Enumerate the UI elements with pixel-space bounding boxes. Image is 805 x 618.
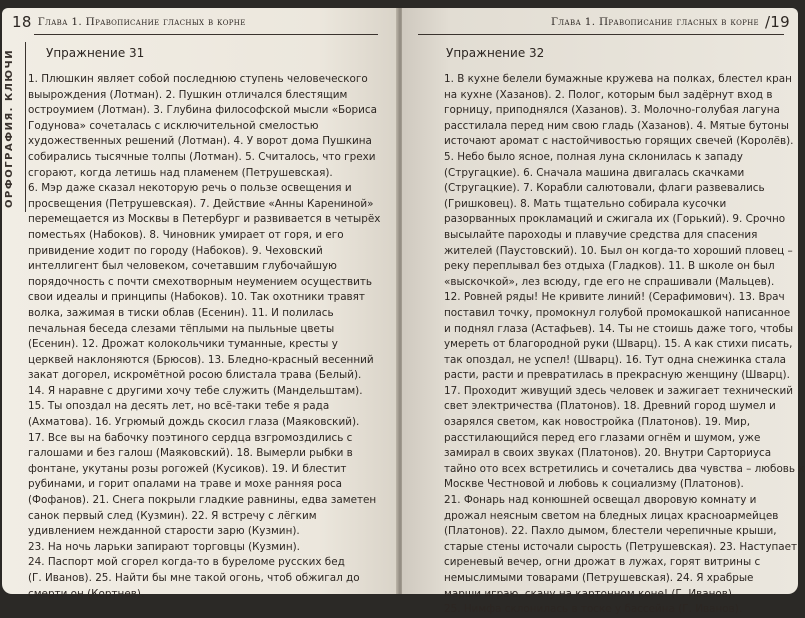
text-line: 17. Проходит живущий здесь человек и зажигает технический <box>444 384 794 397</box>
text-line: дрожал неясным светом на бледных лицах красноармейцев <box>444 509 779 522</box>
text-line: 21. Фонарь над конюшней освещал дворовую комнату и <box>444 494 757 507</box>
left-page-number: 18 <box>12 13 32 31</box>
text-line: 6. Мэр даже сказал некоторую речь о пользе освещения и <box>28 182 352 195</box>
text-line: расстилающийся перед его глазами огнём и шумом, уже <box>444 431 761 444</box>
text-line: 14. Я наравне с другими хочу тебе служить (Мандельштам). <box>28 384 363 397</box>
left-chapter-title: Глава 1. Правописание гласных в корне <box>37 16 246 28</box>
left-header-rule <box>34 34 378 35</box>
text-line: интеллигент был человеком, сочетавшим глубочайшую <box>28 260 337 273</box>
text-line: фонтане, укутаны розы рогожей (Кусиков). 19. И блестит <box>28 462 347 475</box>
exercise-31-text <box>28 72 381 602</box>
text-line: (Ахматова). 16. Угрюмый дождь скосил глаза (Маяковский). <box>28 416 360 429</box>
text-line: волка, зажимая в тиски облав (Есенин). 11. И полилась <box>28 306 334 319</box>
text-line: сиреневый вечер, огни дрожат в лужах, горят витрины с <box>444 556 761 569</box>
exercise-31-title: Упражнение 31 <box>46 46 145 60</box>
text-line: 1. В кухне белели бумажные кружева на полках, блестел кран <box>444 73 792 85</box>
text-line: 25. Нимфа склонилась в тоске у бассейна (Г. Иванов). <box>444 603 743 616</box>
text-line: марши играю, скачу на картонном коне! (Г. Иванов). <box>444 587 736 600</box>
text-line: разорванных прокламаций и сжигала их (Горький). 9. Срочно <box>444 213 786 226</box>
text-line: «выскочкой», лез всюду, где его не спрашивали (Мальцев). <box>444 275 775 288</box>
text-line: и поднял глаза (Астафьев). 14. Ты не стоишь даже того, чтобы <box>444 322 794 335</box>
text-line: (Платонов). 22. Пахло дымом, блестели черепичные крыши, <box>444 525 777 538</box>
text-line: 24. Паспорт мой сгорел когда-то в буреломе русских бед <box>28 556 345 569</box>
text-line: удивлением нежданной старости зарю (Кузмин). <box>28 525 300 538</box>
text-line: Годунова» сочеталась с исключительной смелостью <box>28 119 319 132</box>
left-page <box>2 8 398 600</box>
text-line: озарялся светом, как новостройка (Платонов). 19. Мир, <box>444 416 751 429</box>
text-line: (Фофанов). 21. Снега покрыли гладкие равнины, едва заметен <box>28 494 377 507</box>
text-line: сгорают, когда летишь над пламенем (Петрушевская). <box>28 166 333 179</box>
text-line: церквей наклоняются (Брюсов). 13. Бледно-красный весенний <box>28 353 374 366</box>
text-line: поставил точку, промокнул голубой промокашкой написанное <box>444 306 791 319</box>
text-line: Москве Честновой и любовь к социализму (Платонов). <box>444 478 744 491</box>
text-line: (Есенин). 12. Дрожат колокольчики туманные, кресты у <box>28 338 338 351</box>
text-line: горницу, приподнялся (Хазанов). 3. Молочно-голубая лагуна <box>444 104 780 117</box>
text-line: немыслимыми товарами (Петрушевская). 24. Я храбрые <box>444 572 754 584</box>
text-line: остроумием (Лотман). 3. Глубина философской мысли «Бориса <box>28 104 377 117</box>
text-line: 17. Все вы на бабочку поэтиного сердца взгромоздились с <box>28 431 353 444</box>
text-line: замирал в своих звуках (Платонов). 20. Внутри Сарториуса <box>444 447 772 460</box>
right-page-header <box>551 12 790 32</box>
text-line: высылайте пароходы и плавучие средства для спасения <box>444 228 758 241</box>
exercise-32-text <box>444 72 805 618</box>
text-line: рубинами, и горит опалами на траве и мохе ранняя роса <box>28 478 343 491</box>
text-line: на кухне (Хазанов). 2. Полог, которым был задёрнут вход в <box>444 88 773 101</box>
right-chapter-title: Глава 1. Правописание гласных в корне <box>551 16 759 28</box>
text-line: печальная беседа слезами тёплыми на пыльные цветы <box>28 322 335 335</box>
text-line: 12. Ровней ряды! Не кривите линий! (Серафимович). 13. Врач <box>444 291 785 304</box>
text-line: просвещения (Петрушевская). 7. Действие «Анны Карениной» <box>28 197 374 210</box>
text-line: расти, расти и превратилась в прекрасную женщину (Шварц). <box>444 369 790 382</box>
text-line: 1. Плюшкин являет собой последнюю ступень человеческого <box>28 73 368 85</box>
text-line: источают аромат с настойчивостью горящих свечей (Королёв). <box>444 135 794 148</box>
text-line: выырождения (Лотман). 2. Пушкин отличался блестящим <box>28 88 348 101</box>
text-line: тайно ото всех встретились и сочетались два чувства – любовь к <box>444 462 805 475</box>
text-line: галошами и без галош (Маяковский). 18. Вымерли рыбки в <box>28 447 353 460</box>
text-line: (Г. Иванов). 25. Найти бы мне такой огонь, чтоб обжигал до <box>28 572 360 584</box>
text-line: (Стругацкие). 6. Сначала машина двигалась скачками <box>444 166 745 179</box>
text-line: 15. Ты опоздал на десять лет, но всё-таки тебе я рада <box>28 400 330 413</box>
right-page <box>402 8 805 616</box>
left-page-header <box>12 12 246 32</box>
text-line: собирались тысячные толпы (Лотман). 5. Считалось, что грехи <box>28 150 376 163</box>
text-line: реку переплывал без отдыха (Гладков). 11. В школе он был <box>444 260 775 273</box>
right-header-rule <box>418 34 784 35</box>
text-line: жителей (Паустовский). 10. Был он когда-то хороший пловец – <box>444 244 793 257</box>
left-side-bar <box>25 42 26 212</box>
text-line: привидение ходит по городу (Набоков). 9. Чеховский <box>28 244 323 257</box>
text-line: так опоздал, не успел! (Шварц). 16. Тут одна снежинка стала <box>444 353 787 366</box>
text-line: свои идеалы и принципы (Набоков). 10. Так охотники травят <box>28 291 365 304</box>
text-line: (Гришковец). 8. Мать тщательно собирала кусочки <box>444 197 727 210</box>
right-page-number: /19 <box>764 13 790 31</box>
text-line: умереть от благородной руки (Шварц). 15. А как стихи писать, <box>444 338 793 351</box>
text-line: (Стругацкие). 7. Корабли салютовали, флаги развевались <box>444 182 765 195</box>
text-line: порядочность с почти смехотворным неумением осуществить <box>28 275 373 288</box>
left-side-label: ОРФОГРАФИЯ. КЛЮЧИ <box>4 48 15 208</box>
text-line: поместьях (Набоков). 8. Чиновник умирает от горя, и его <box>28 228 344 241</box>
text-line: расстилала перед ним свою гладь (Хазанов). 4. Мятые бутоны <box>444 119 789 132</box>
text-line: 5. Небо было ясное, полная луна склонилась к западу <box>444 150 743 163</box>
text-line: санок первый след (Кузмин). 22. Я встречу с лёгким <box>28 509 317 522</box>
text-line: 23. На ночь ларьки запирают торговцы (Кузмин). <box>28 540 300 553</box>
text-line: смерти он (Кортнев). <box>28 587 145 600</box>
text-line: художественных решений (Лотман). 4. У ворот дома Пушкина <box>28 135 372 148</box>
text-line: старые стены источали сырость (Петрушевская). 23. Наступает <box>444 540 798 553</box>
text-line: свет электричества (Платонов). 18. Древний город шумел и <box>444 400 776 413</box>
text-line: закат догорел, искромётной росою блистала трава (Белый). <box>28 369 362 382</box>
text-line: перемещается из Москвы в Петербург и развивается в четырёх <box>28 213 381 226</box>
exercise-32-title: Упражнение 32 <box>446 46 545 60</box>
